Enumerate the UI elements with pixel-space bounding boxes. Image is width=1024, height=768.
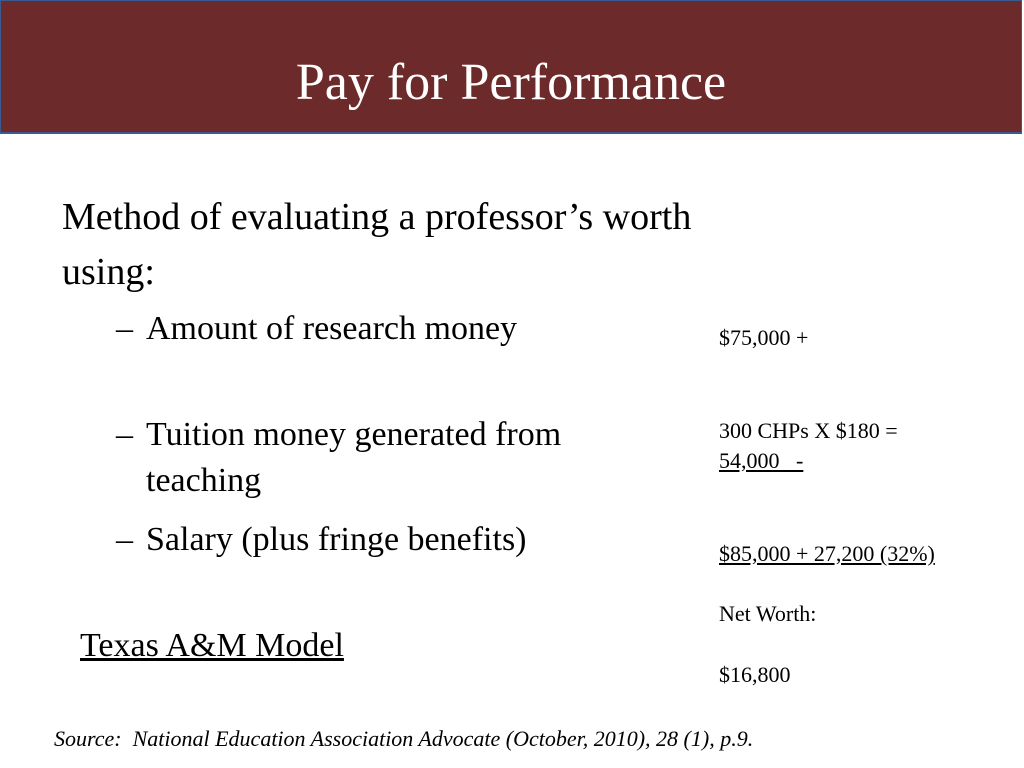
calc-salary: $85,000 + 27,200 (32%) [719, 541, 935, 566]
bullet-tuition-text: Tuition money generated from [146, 416, 562, 453]
texas-am-model-label: Texas A&M Model [80, 627, 344, 664]
source-citation: Source: National Education Association Advocate (October, 2010), 28 (1), p.9. [54, 726, 754, 751]
slide-title: Pay for Performance [295, 54, 727, 111]
bullet-marker: – [116, 310, 133, 347]
bullet-marker: – [116, 521, 133, 558]
calc-tuition: 300 CHPs X $180 = [719, 418, 898, 443]
bullet-tuition [116, 412, 561, 504]
bullet-salary-text: Salary (plus fringe benefits) [146, 521, 527, 558]
bullet-research [116, 306, 517, 352]
calc-research: $75,000 + [719, 325, 809, 350]
calc-tuition-result: 54,000 - [719, 448, 804, 473]
net-worth-label: Net Worth: [719, 601, 817, 626]
intro-text: Method of evaluating a professor’s worth using: [62, 196, 692, 293]
bullet-research-text: Amount of research money [146, 310, 518, 347]
bullet-marker: – [116, 416, 133, 453]
net-worth-value: $16,800 [719, 662, 791, 687]
bullet-tuition-text-continued: teaching [146, 462, 262, 499]
bullet-salary [116, 517, 527, 563]
